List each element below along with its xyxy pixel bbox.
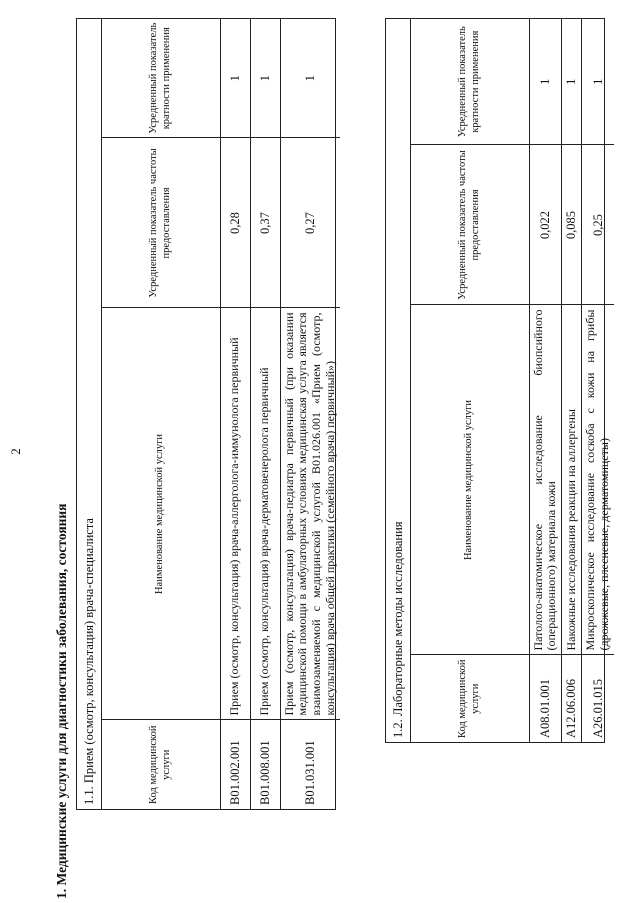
service-code: A26.01.015 (582, 655, 614, 742)
service-name: Прием (осмотр, консультация) врача-дерматовенеролога первичный (250, 308, 280, 720)
col-header-code: Код медицинской услуги (411, 655, 529, 742)
multiplicity-value: 1 (582, 19, 614, 145)
table-caption: 1.2. Лабораторные методы исследования (386, 19, 411, 742)
service-code: A12.06.006 (562, 655, 582, 742)
table-laboratory-methods (385, 18, 611, 743)
table-row (529, 19, 562, 742)
service-name: Патолого-анатомическое исследование биопсийного (операционного) материала кожи (529, 305, 562, 655)
table-grid (102, 19, 340, 809)
table-row (582, 19, 614, 742)
table-row (250, 19, 280, 809)
service-name: Прием (осмотр, консультация) врача-аллерголога-иммунолога первичный (220, 308, 250, 720)
page-number: 2 (8, 448, 23, 455)
service-name: Накожные исследования реакции на аллергены (562, 305, 582, 655)
col-header-name: Наименование медицинской услуги (102, 308, 220, 720)
frequency-value: 0,25 (582, 145, 614, 305)
service-code: A08.01.001 (529, 655, 562, 742)
frequency-value: 0,27 (280, 138, 340, 308)
table-row (562, 19, 582, 742)
multiplicity-value: 1 (280, 19, 340, 138)
service-code: B01.008.001 (250, 720, 280, 809)
service-code: B01.031.001 (280, 720, 340, 809)
section-heading: 1. Медицинские услуги для диагностики заболевания, состояния (54, 503, 69, 899)
table-row (280, 19, 340, 809)
table-grid (411, 19, 614, 742)
service-code: B01.002.001 (220, 720, 250, 809)
multiplicity-value: 1 (220, 19, 250, 138)
table-row (220, 19, 250, 809)
frequency-value: 0,37 (250, 138, 280, 308)
col-header-name: Наименование медицинской услуги (411, 305, 529, 655)
multiplicity-value: 1 (250, 19, 280, 138)
table-header-row (102, 19, 220, 809)
col-header-multiplicity: Усредненный показатель кратности применения (411, 19, 529, 145)
col-header-frequency: Усредненный показатель частоты предоставления (102, 138, 220, 308)
table-specialist-visits (76, 18, 336, 810)
frequency-value: 0,085 (562, 145, 582, 305)
col-header-multiplicity: Усредненный показатель кратности применения (102, 19, 220, 138)
col-header-frequency: Усредненный показатель частоты предоставления (411, 145, 529, 305)
frequency-value: 0,022 (529, 145, 562, 305)
multiplicity-value: 1 (562, 19, 582, 145)
multiplicity-value: 1 (529, 19, 562, 145)
col-header-code: Код медицинской услуги (102, 720, 220, 809)
table-caption: 1.1. Прием (осмотр, консультация) врача-специалиста (77, 19, 102, 809)
service-name: Микроскопическое исследование соскоба с кожи на грибы (дрожжевые, плесневые, дерматомицеты) (582, 305, 614, 655)
frequency-value: 0,28 (220, 138, 250, 308)
service-name: Прием (осмотр, консультация) врача-педиатра первичный (при оказании медицинской помощи в амбулаторных условиях медицинская услуга является взаимозаменяемой с медицинской услугой B01.026.001 «Прием (осмотр, консультация) врача общей практики (семейного врача) первичный») (280, 308, 340, 720)
table-header-row (411, 19, 529, 742)
